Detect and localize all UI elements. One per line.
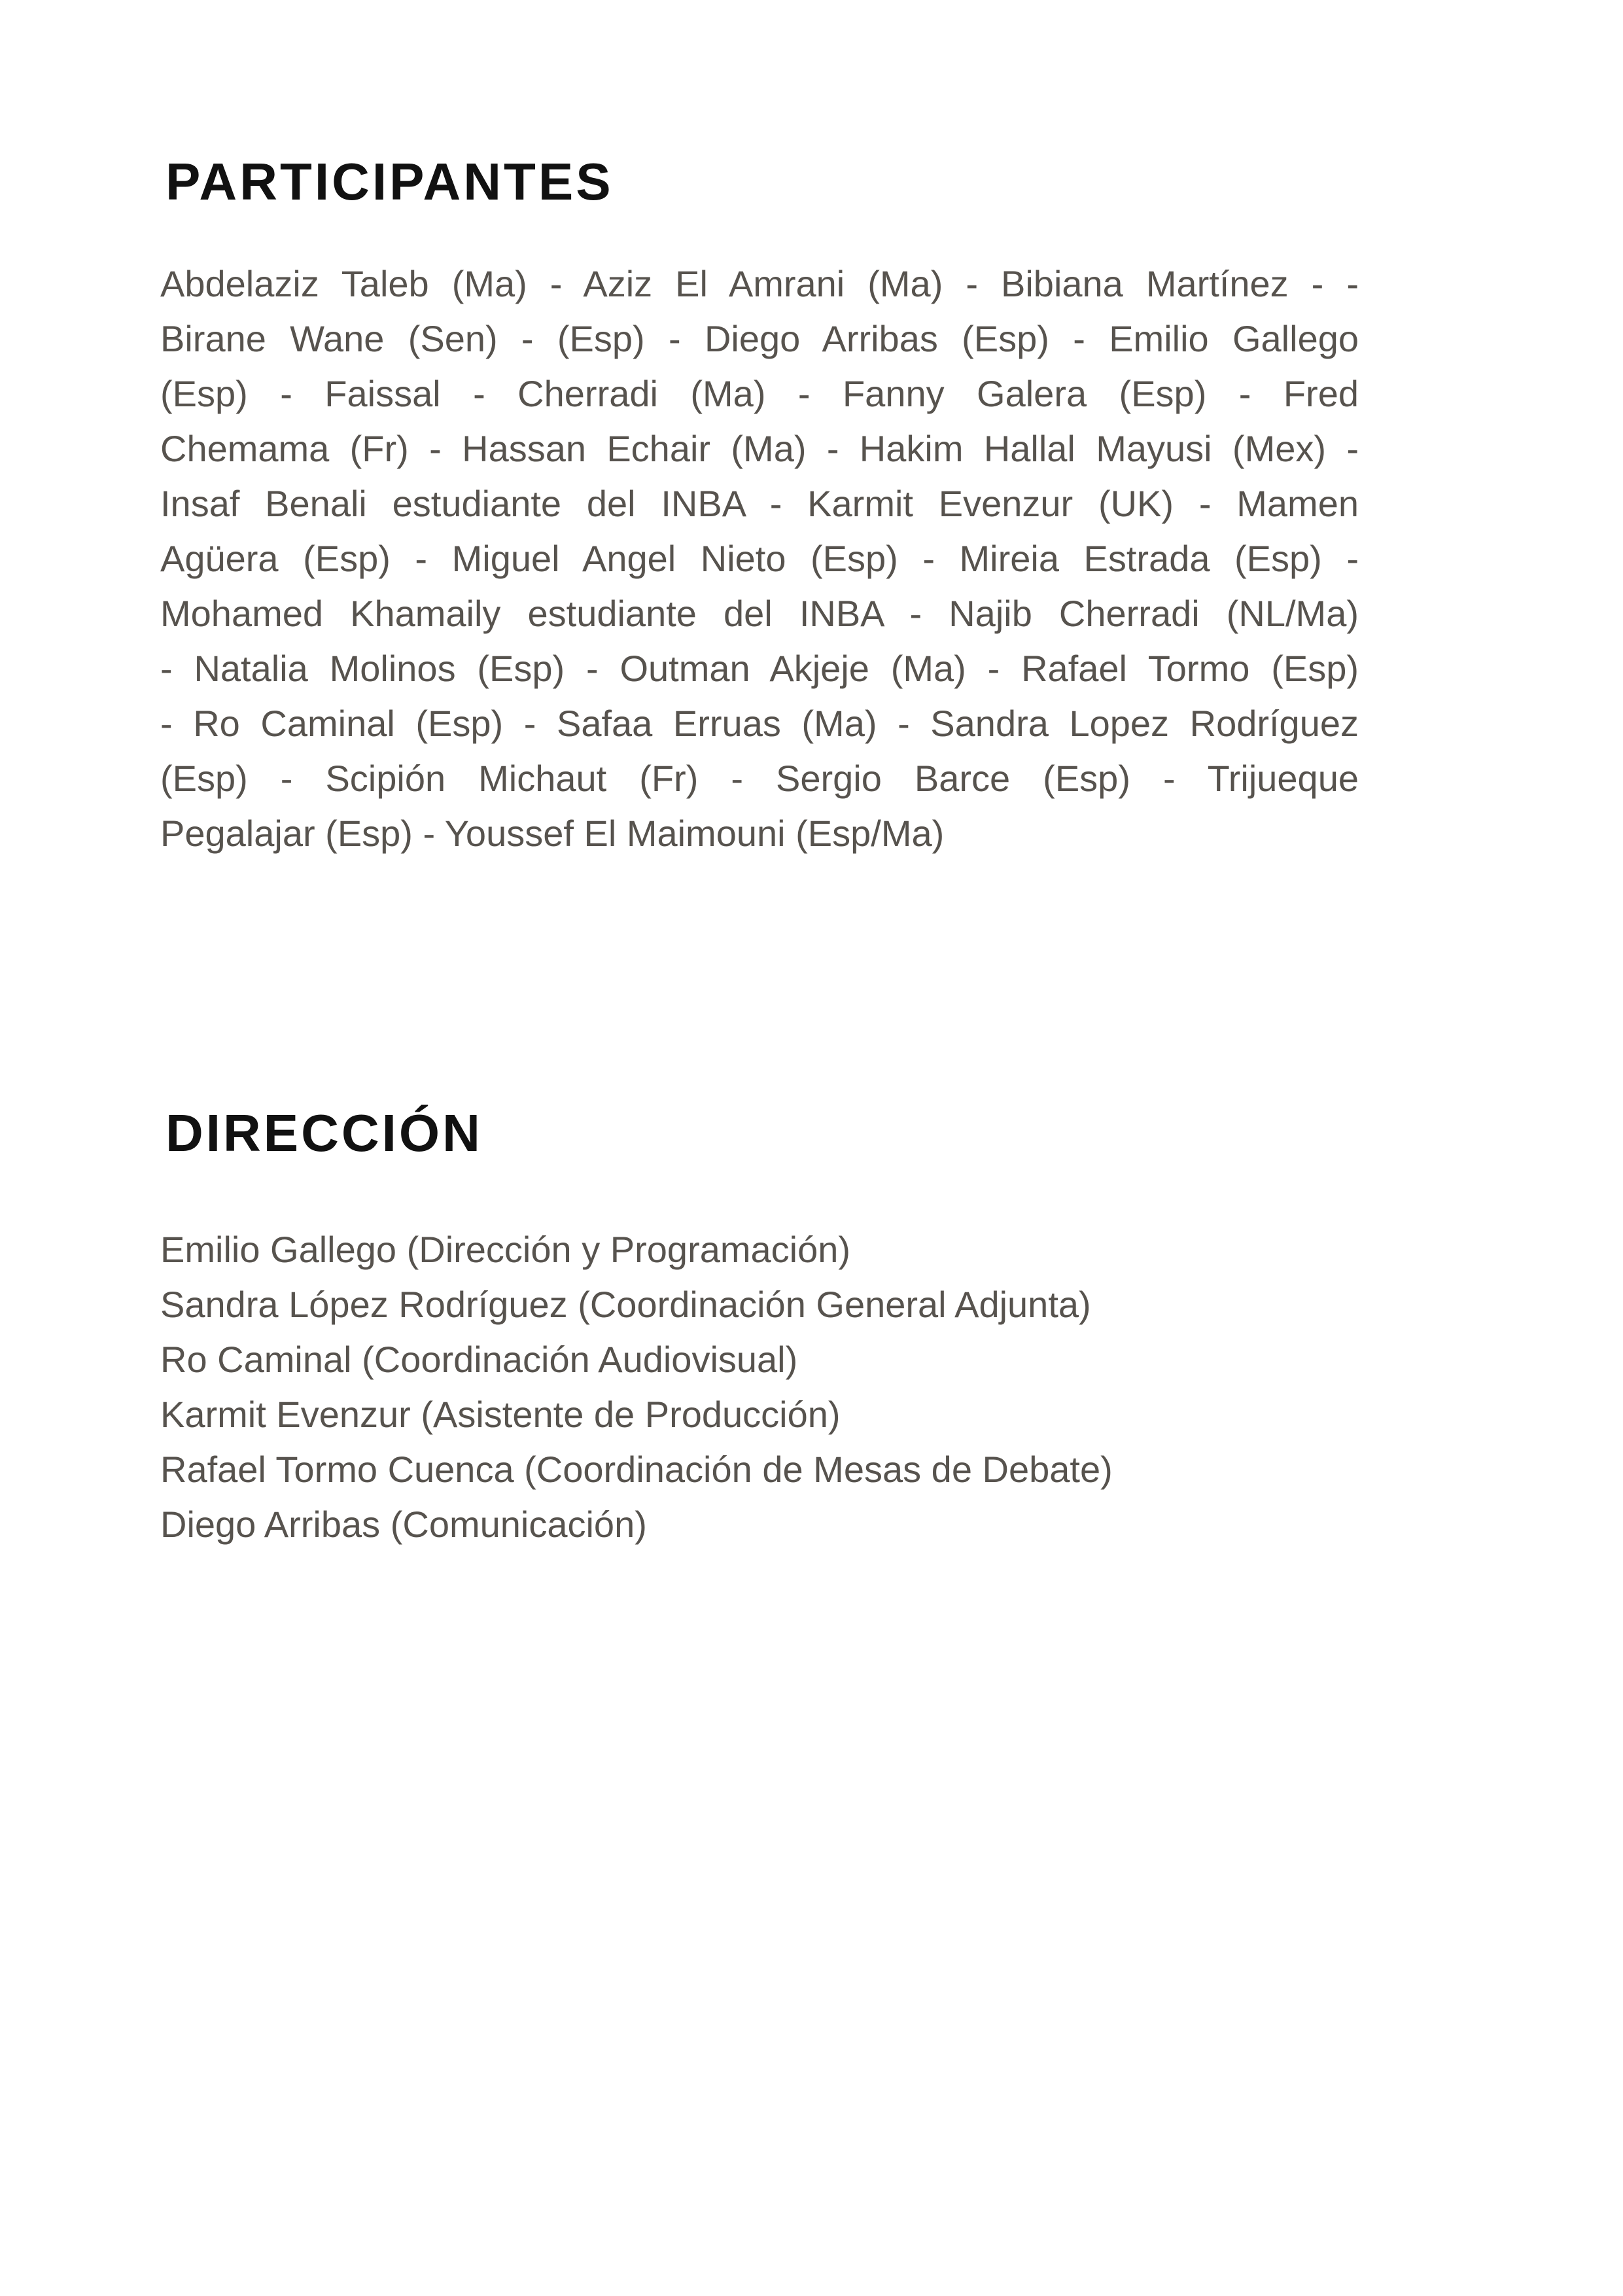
participants-line: Insaf Benali estudiante del INBA - Karmit Evenzur (UK) - Mamen xyxy=(160,483,1359,524)
direction-line: Rafael Tormo Cuenca (Coordinación de Mesas de Debate) xyxy=(160,1449,1113,1490)
direction-line: Ro Caminal (Coordinación Audiovisual) xyxy=(160,1339,798,1380)
direccion-heading: DIRECCIÓN xyxy=(166,1104,483,1162)
participants-line: Birane Wane (Sen) - (Esp) - Diego Arribas (Esp) - Emilio Gallego xyxy=(160,318,1359,359)
participants-line: Abdelaziz Taleb (Ma) - Aziz El Amrani (Ma) - Bibiana Martínez - - xyxy=(160,263,1359,304)
direction-line: Emilio Gallego (Dirección y Programación) xyxy=(160,1229,851,1270)
participants-list xyxy=(160,256,1359,861)
direction-line: Sandra López Rodríguez (Coordinación General Adjunta) xyxy=(160,1284,1091,1325)
direction-line: Diego Arribas (Comunicación) xyxy=(160,1504,647,1545)
participantes-heading: PARTICIPANTES xyxy=(166,152,614,211)
direction-line: Karmit Evenzur (Asistente de Producción) xyxy=(160,1394,841,1435)
direction-list xyxy=(160,1222,1403,1552)
participants-line: Pegalajar (Esp) - Youssef El Maimouni (Esp/Ma) xyxy=(160,813,945,854)
participants-line: (Esp) - Scipión Michaut (Fr) - Sergio Barce (Esp) - Trijueque xyxy=(160,758,1359,799)
participants-line: Mohamed Khamaily estudiante del INBA - Najib Cherradi (NL/Ma) xyxy=(160,593,1359,634)
participants-line: (Esp) - Faissal - Cherradi (Ma) - Fanny Galera (Esp) - Fred xyxy=(160,373,1359,414)
participants-line: Agüera (Esp) - Miguel Angel Nieto (Esp) - Mireia Estrada (Esp) - xyxy=(160,538,1359,579)
participants-line: - Ro Caminal (Esp) - Safaa Erruas (Ma) - Sandra Lopez Rodríguez xyxy=(160,703,1359,744)
participants-line: Chemama (Fr) - Hassan Echair (Ma) - Hakim Hallal Mayusi (Mex) - xyxy=(160,428,1359,469)
participants-line: - Natalia Molinos (Esp) - Outman Akjeje (Ma) - Rafael Tormo (Esp) xyxy=(160,648,1359,689)
